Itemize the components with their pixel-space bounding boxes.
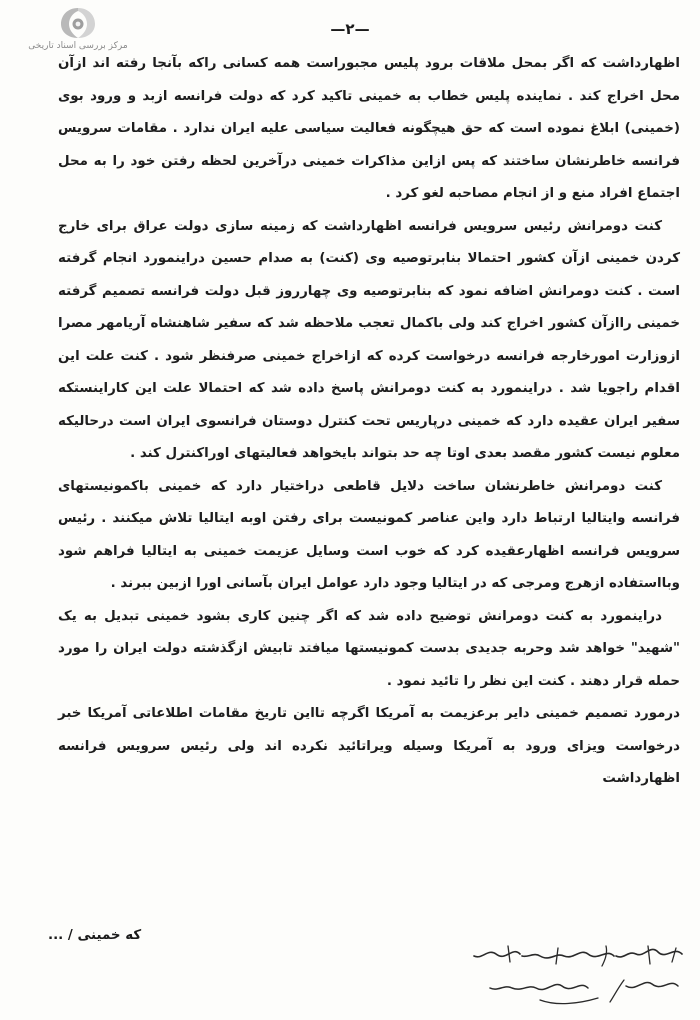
closing-line: که خمینی / ...: [48, 928, 142, 943]
paragraph-1: اظهارداشت که اگر بمحل ملاقات برود پلیس مجبوراست همه کسانی راکه بآنجا رفته اند ازآن محل اخراج کند . نماینده پلیس خطاب به خمینی تاکید کرد که دولت فرانسه ازبد و ورود بوی (خمینی) ابلاغ نموده است که حق هیچگونه فعالیت سیاسی علیه ایران ندارد . مقامات سرویس فرانسه خاطرنشان ساختند که پس ازاین مذاکرات خمینی درآخرین لحظه رفتن خود را به محل اجتماع افراد منع و از انجام مصاحبه لغو کرد .: [58, 56, 680, 201]
page-number: —۲—: [330, 20, 370, 38]
handwritten-signature: [438, 940, 688, 1016]
paragraph-5: درمورد تصمیم خمینی دایر برعزیمت به آمریکا اگرچه تااین تاریخ مقامات اطلاعاتی آمریکا خبر درخواست ویزای ورود به آمریکا وسیله ویراتائید نکرده اند ولی رئیس سرویس فرانسه اظهارداشت: [58, 706, 680, 786]
paragraph-2: کنت دومرانش رئیس سرویس فرانسه اظهارداشت که زمینه سازی دولت عراق برای خارج کردن خمینی ازآن کشور احتمالا بنابرتوصیه وی (کنت) به صدام حسین دراینمورد انجام گرفته است . کنت دومرانش اضافه نمود که بنابرتوصیه وی چهارروز قبل دولت فرانسه تصمیم گرفته خمینی راازآن کشور اخراج کند ولی باکمال تعجب ملاحظه شد که سفیر شاهنشاه آریامهر مصرا ازوزارت امورخارجه فرانسه درخواست کرده که ازاخراج خمینی صرفنظر شود . کنت علت این اقدام راجویا شد . دراینمورد به کنت دومرانش پاسخ داده شد که احتمالا علت این کاراینستکه سفیر ایران عقیده دارد که خمینی درپاریس تحت کنترل دوستان فرانسوی ایران است درحالیکه معلوم نیست کشور مقصد بعدی اوتا چه حد بتواند بایخواهد فعالیتهای اوراکنترل کند .: [58, 218, 680, 461]
document-body: [58, 48, 680, 796]
watermark-text: مرکز بررسی اسناد تاریخی: [28, 41, 128, 51]
paragraph-4: دراینمورد به کنت دومرانش توضیح داده شد که اگر چنین کاری بشود خمینی تبدیل به یک "شهید" خواهد شد وحربه جدیدی بدست کمونیستها میافتد تابیش ازگذشته دولت ایران را مورد حمله قرار دهند . کنت این نظر را تائید نمود .: [58, 608, 680, 689]
paragraph-3: کنت دومرانش خاطرنشان ساخت دلایل قاطعی دراختیار دارد که خمینی باکمونیستهای فرانسه وایتالیا ارتباط دارد واین عناصر کمونیست برای رفتن اوبه ایتالیا تلاش میکنند . رئیس سرویس فرانسه اظهارعقیده کرد که خوب است وسایل عزیمت خمینی به ایتالیا فراهم شود وبااستفاده ازهرج ومرجی که در ایتالیا وجود دارد عوامل ایران بآسانی اورا ازبین ببرند .: [58, 478, 680, 591]
